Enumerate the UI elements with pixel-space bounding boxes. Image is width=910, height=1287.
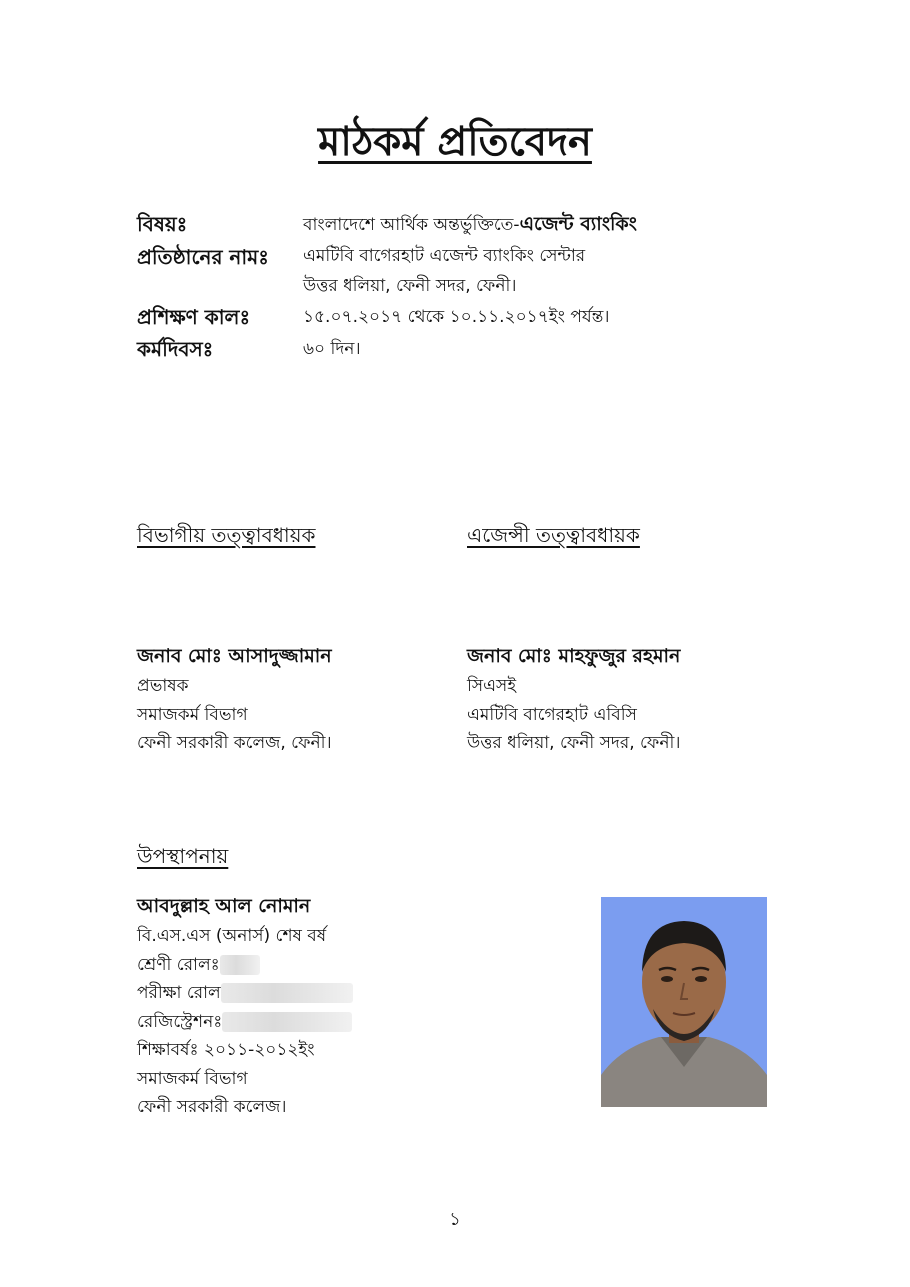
page-number: ১: [449, 1209, 461, 1230]
org-line1: এমটিবি বাগেরহাট এজেন্ট ব্যাংকিং সেন্টার: [303, 246, 586, 266]
class-roll-label: শ্রেণী রোলঃ: [137, 954, 220, 975]
dept-supervisor-heading: বিভাগীয় তত্ত্বাবধায়ক: [137, 523, 316, 547]
org-line2: উত্তর ধলিয়া, ফেনী সদর, ফেনী।: [303, 276, 517, 296]
dept-supervisor: [137, 640, 332, 758]
info-block: [137, 208, 837, 365]
presenter-dept: সমাজকর্ম বিভাগ: [137, 1068, 248, 1089]
days-label: কর্মদিবসঃ: [137, 337, 214, 361]
presenter-college: ফেনী সরকারী কলেজ।: [137, 1097, 287, 1117]
days-row: [137, 333, 837, 365]
redacted-class-roll: [220, 955, 260, 975]
redacted-registration: [222, 1012, 352, 1032]
redacted-exam-roll: [221, 983, 353, 1003]
agency-supervisor-title: সিএসই: [467, 676, 517, 696]
presenter: [137, 890, 353, 1122]
dept-supervisor-dept: সমাজকর্ম বিভাগ: [137, 704, 248, 725]
days-value: ৬০ দিন।: [303, 339, 361, 359]
presenter-name: আবদুল্লাহ আল নোমান: [137, 895, 311, 917]
period-row: [137, 301, 837, 333]
agency-supervisor-heading: এজেন্সী তত্ত্বাবধায়ক: [467, 523, 640, 547]
org-value: [303, 241, 585, 301]
exam-roll-line: [137, 979, 353, 1008]
dept-supervisor-name: জনাব মোঃ আসাদুজ্জামান: [137, 645, 332, 667]
org-label: প্রতিষ্ঠানের নামঃ: [137, 245, 269, 269]
agency-supervisor-name: জনাব মোঃ মাহফুজুর রহমান: [467, 645, 681, 667]
class-roll-line: [137, 951, 353, 980]
org-row: [137, 241, 837, 301]
registration-line: [137, 1008, 353, 1037]
presenter-heading: উপস্থাপনায়: [137, 844, 229, 868]
period-value: ১৫.০৭.২০১৭ থেকে ১০.১১.২০১৭ইং পর্যন্ত।: [303, 307, 610, 327]
agency-supervisor: [467, 640, 680, 758]
registration-label: রেজিস্ট্রেশনঃ: [137, 1011, 223, 1032]
portrait-image: [601, 897, 767, 1107]
document-title: মাঠকর্ম প্রতিবেদন: [318, 119, 592, 165]
subject-bold: এজেন্ট ব্যাংকিং: [519, 213, 637, 235]
agency-supervisor-org: এমটিবি বাগেরহাট এবিসি: [467, 704, 637, 725]
dept-supervisor-title: প্রভাষক: [137, 676, 189, 696]
agency-supervisor-address: উত্তর ধলিয়া, ফেনী সদর, ফেনী।: [467, 733, 681, 753]
presenter-program: বি.এস.এস (অনার্স) শেষ বর্ষ: [137, 926, 327, 946]
subject-row: [137, 208, 837, 241]
student-photo: [601, 897, 767, 1107]
subject-value: বাংলাদেশে আর্থিক অন্তর্ভুক্তিতে-এজেন্ট ব্যাংকিং: [303, 213, 637, 235]
period-label: প্রশিক্ষণ কালঃ: [137, 305, 251, 329]
exam-roll-label: পরীক্ষা রোল: [137, 983, 221, 1003]
session: শিক্ষাবর্ষঃ ২০১১-২০১২ইং: [137, 1040, 315, 1060]
subject-label: বিষয়ঃ: [137, 212, 188, 236]
dept-supervisor-college: ফেনী সরকারী কলেজ, ফেনী।: [137, 733, 332, 753]
